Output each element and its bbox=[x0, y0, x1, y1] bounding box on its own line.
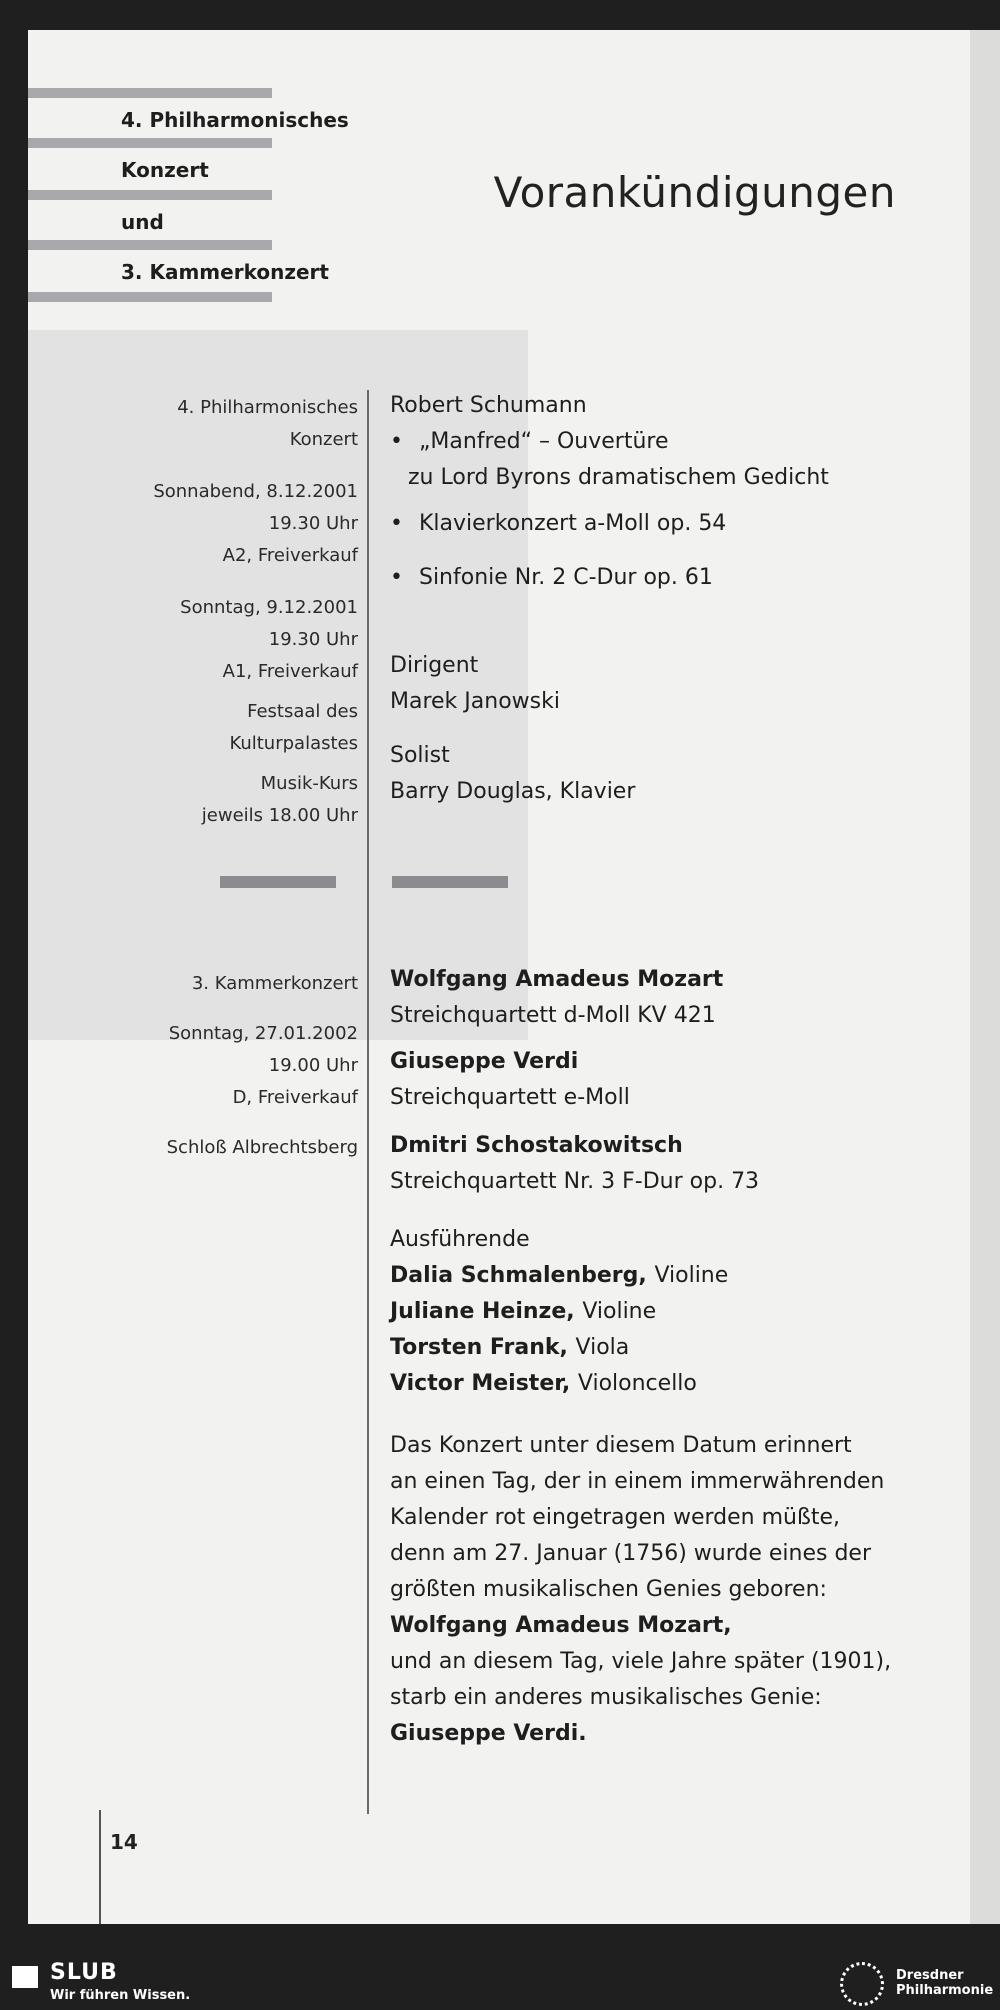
section-separator bbox=[392, 876, 508, 888]
orchestra-logo-icon bbox=[840, 1962, 884, 2006]
tickets: D, Freiverkauf bbox=[232, 1087, 358, 1108]
concert1-details bbox=[98, 392, 358, 832]
venue: Kulturpalastes bbox=[229, 733, 358, 754]
soloist bbox=[390, 774, 635, 810]
header-stripe bbox=[28, 190, 272, 200]
body-text-line: Giuseppe Verdi. bbox=[390, 1721, 587, 1746]
time: 19.00 Uhr bbox=[268, 1055, 358, 1076]
time: 19.30 Uhr bbox=[268, 629, 358, 650]
time: 19.30 Uhr bbox=[268, 513, 358, 534]
page-title: Vorankündigungen bbox=[493, 168, 896, 217]
performer-name: Torsten Frank, bbox=[390, 1335, 568, 1360]
header-line: Konzert bbox=[121, 158, 209, 182]
column-divider bbox=[367, 390, 369, 1814]
page-edge bbox=[970, 30, 1000, 1924]
work-title: „Manfred“ – Ouvertüre bbox=[418, 429, 669, 454]
orchestra-name bbox=[896, 1968, 993, 1998]
work-title: Sinfonie Nr. 2 C-Dur op. 61 bbox=[418, 565, 713, 590]
conductor-name: Marek Janowski bbox=[390, 689, 560, 714]
venue: Festsaal des bbox=[247, 701, 358, 722]
slub-tagline: Wir führen Wissen. bbox=[50, 1988, 191, 2003]
tickets: A1, Freiverkauf bbox=[222, 661, 358, 682]
composer: Giuseppe Verdi bbox=[390, 1049, 579, 1074]
orchestra-name-line: Philharmonie bbox=[896, 1983, 994, 1998]
header-line: 4. Philharmonisches bbox=[121, 108, 349, 132]
performer bbox=[390, 1294, 656, 1330]
brochure-page bbox=[28, 30, 970, 1924]
concert-name: 3. Kammerkonzert bbox=[191, 973, 358, 994]
work-title: Streichquartett e-Moll bbox=[390, 1085, 630, 1110]
body-text-line: starb ein anderes musikalisches Genie: bbox=[390, 1685, 822, 1710]
course: jeweils 18.00 Uhr bbox=[201, 805, 358, 826]
soloist-label: Solist bbox=[390, 743, 450, 768]
performer-name: Victor Meister, bbox=[390, 1371, 571, 1396]
soloist-name: Barry Douglas, bbox=[390, 779, 553, 804]
performer-name: Dalia Schmalenberg, bbox=[390, 1263, 647, 1288]
date: Sonnabend, 8.12.2001 bbox=[153, 481, 358, 502]
work-item: • „Manfred“ – Ouvertüre bbox=[390, 429, 669, 454]
tickets: A2, Freiverkauf bbox=[222, 545, 358, 566]
header-stripe bbox=[28, 240, 272, 250]
header-stripe bbox=[28, 292, 272, 302]
slub-logo-icon bbox=[12, 1966, 38, 1988]
slub-label: SLUB bbox=[50, 1960, 118, 1985]
performer-name: Juliane Heinze, bbox=[390, 1299, 575, 1324]
work-title: Streichquartett d-Moll KV 421 bbox=[390, 1003, 716, 1028]
body-text-line: an einen Tag, der in einem immerwährenden bbox=[390, 1469, 885, 1494]
footer-bar bbox=[0, 1958, 1000, 2010]
work-item: • Sinfonie Nr. 2 C-Dur op. 61 bbox=[390, 565, 713, 590]
performer-instrument: Violoncello bbox=[577, 1371, 697, 1396]
performer-instrument: Violine bbox=[654, 1263, 729, 1288]
composer: Dmitri Schostakowitsch bbox=[390, 1133, 683, 1158]
work-title: Klavierkonzert a-Moll op. 54 bbox=[418, 511, 727, 536]
header-line: 3. Kammerkonzert bbox=[121, 260, 329, 284]
conductor-label: Dirigent bbox=[390, 653, 479, 678]
body-text-line: und an diesem Tag, viele Jahre später (1901), bbox=[390, 1649, 892, 1674]
body-text-line: größten musikalischen Genies geboren: bbox=[390, 1577, 827, 1602]
body-text-line: Das Konzert unter diesem Datum erinnert bbox=[390, 1433, 852, 1458]
date: Sonntag, 27.01.2002 bbox=[168, 1023, 358, 1044]
performer bbox=[390, 1330, 629, 1366]
body-text-line: Kalender rot eingetragen werden müßte, bbox=[390, 1505, 840, 1530]
header-line: und bbox=[121, 210, 164, 234]
body-text-line: Wolfgang Amadeus Mozart, bbox=[390, 1613, 732, 1638]
performer-instrument: Viola bbox=[575, 1335, 630, 1360]
work-item: • Klavierkonzert a-Moll op. 54 bbox=[390, 511, 727, 536]
venue: Schloß Albrechtsberg bbox=[166, 1137, 358, 1158]
performer bbox=[390, 1366, 697, 1402]
orchestra-name-line: Dresdner bbox=[896, 1968, 964, 1983]
body-text-line: denn am 27. Januar (1756) wurde eines der bbox=[390, 1541, 872, 1566]
concert2-details bbox=[98, 968, 358, 1164]
performer bbox=[390, 1258, 728, 1294]
performers-label: Ausführende bbox=[390, 1227, 530, 1252]
concert-name: Konzert bbox=[289, 429, 358, 450]
header-stripe bbox=[28, 88, 272, 98]
soloist-role: Klavier bbox=[559, 779, 636, 804]
header-stripe bbox=[28, 138, 272, 148]
page-number-rule bbox=[99, 1810, 101, 1924]
performer-instrument: Violine bbox=[582, 1299, 657, 1324]
composer: Wolfgang Amadeus Mozart bbox=[390, 967, 724, 992]
course: Musik-Kurs bbox=[260, 773, 358, 794]
concert-name: 4. Philharmonisches bbox=[177, 397, 358, 418]
page-number: 14 bbox=[110, 1830, 138, 1854]
section-separator bbox=[220, 876, 336, 888]
composer: Robert Schumann bbox=[390, 393, 587, 418]
work-subtitle: zu Lord Byrons dramatischem Gedicht bbox=[408, 465, 829, 490]
date: Sonntag, 9.12.2001 bbox=[180, 597, 358, 618]
work-title: Streichquartett Nr. 3 F-Dur op. 73 bbox=[390, 1169, 760, 1194]
